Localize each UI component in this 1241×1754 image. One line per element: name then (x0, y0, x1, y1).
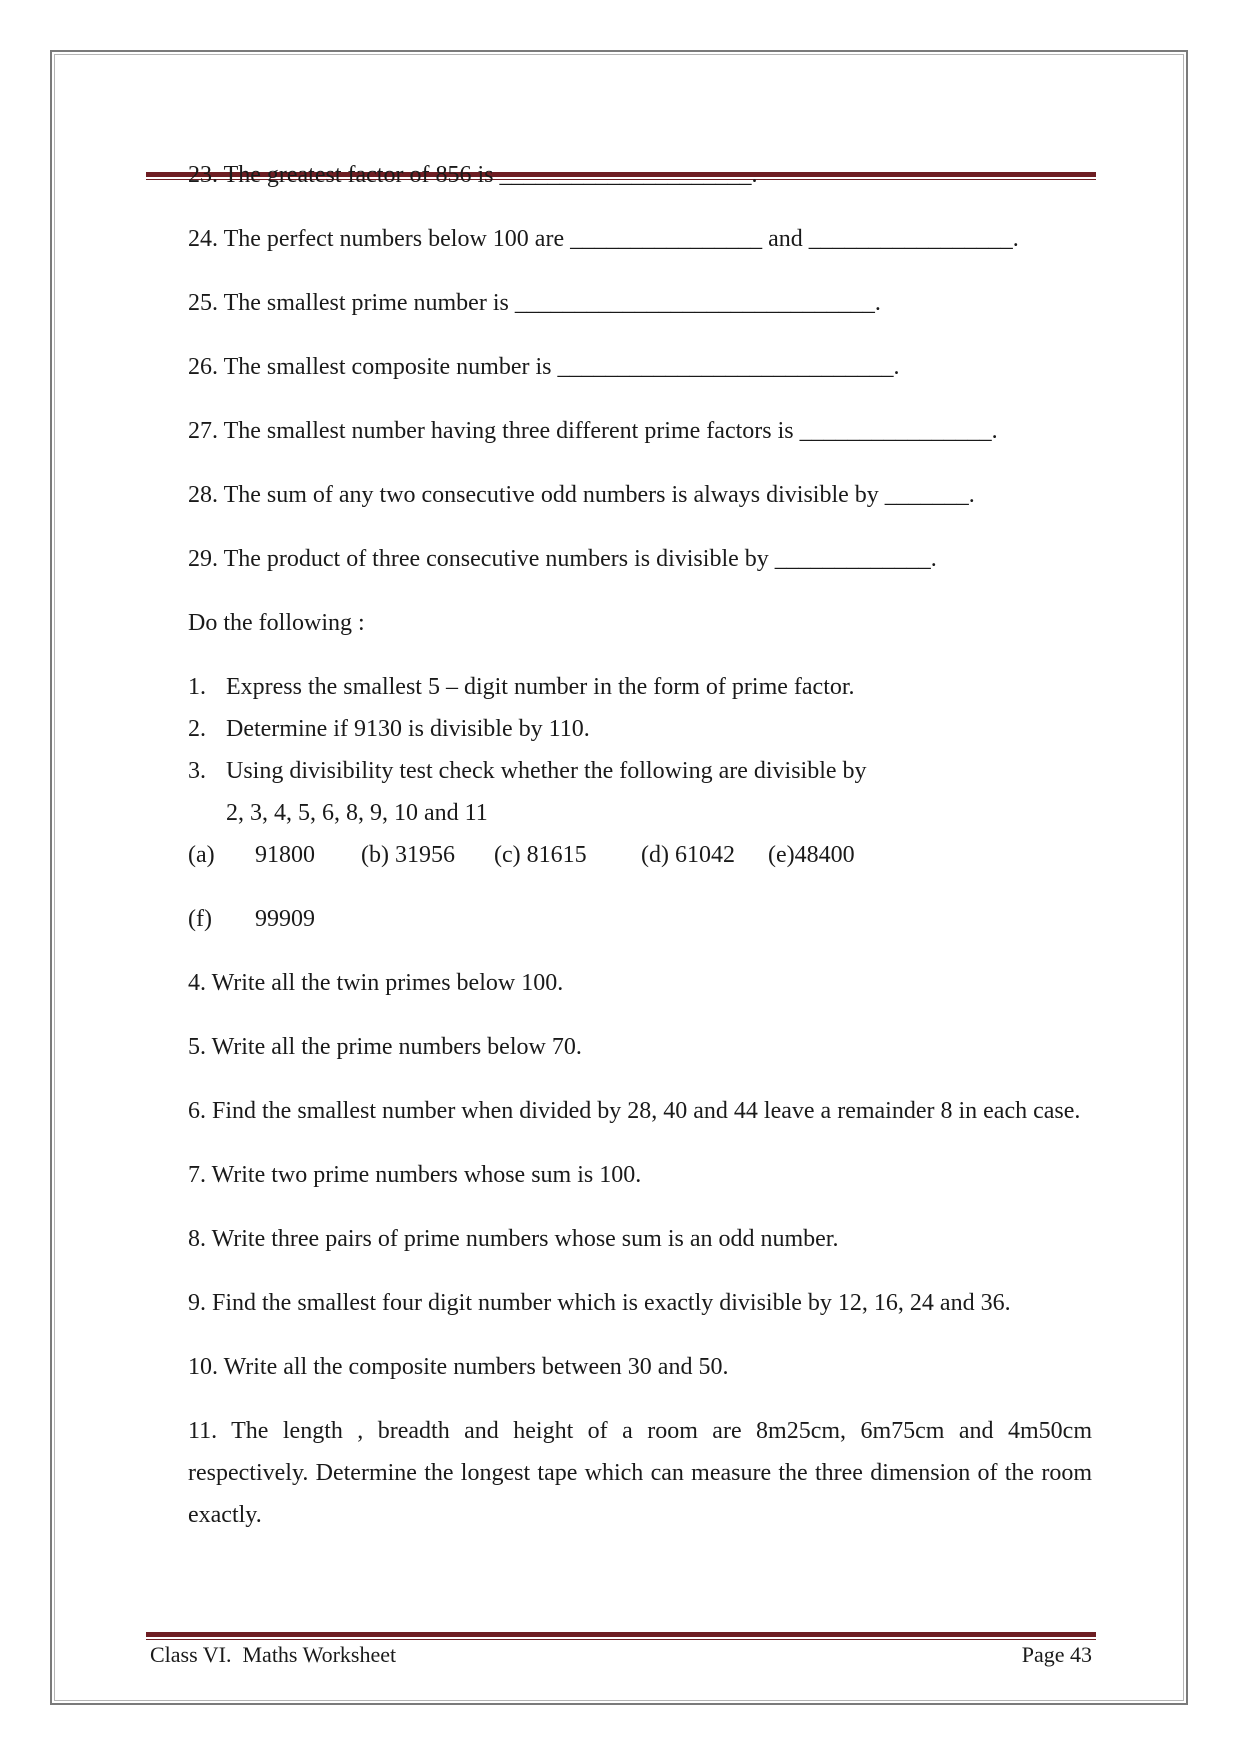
list-item-text: Determine if 9130 is divisible by 110. (226, 716, 590, 742)
item3-divisors: 2, 3, 4, 5, 6, 8, 9, 10 and 11 (226, 800, 488, 826)
option-f-label: (f) (188, 906, 212, 932)
option-b: (b) 31956 (361, 842, 455, 868)
worksheet-content (188, 162, 1092, 1558)
option-e: (e)48400 (768, 842, 855, 868)
question-24: 24. The perfect numbers below 100 are ________________ and _________________. (188, 226, 1019, 252)
section-heading: Do the following : (188, 610, 365, 636)
question-5: 5. Write all the prime numbers below 70. (188, 1034, 582, 1060)
question-7: 7. Write two prime numbers whose sum is 100. (188, 1162, 642, 1188)
option-d: (d) 61042 (641, 842, 735, 868)
option-a-label: (a) (188, 842, 215, 868)
option-f-value: 99909 (255, 906, 315, 932)
question-11: 11. The length , breadth and height of a room are 8m25cm, 6m75cm and 4m50cm respectively. Determine the longest tape which can measure the three dimension of the room exactly. (188, 1418, 1092, 1528)
list-item-number: 2. (188, 716, 206, 742)
footer-title: Class VI. Maths Worksheet (150, 1642, 397, 1667)
question-26: 26. The smallest composite number is ____________________________. (188, 354, 900, 380)
question-6: 6. Find the smallest number when divided by 28, 40 and 44 leave a remainder 8 in each case. (188, 1098, 1081, 1124)
page-footer (150, 1642, 1092, 1668)
list-item-number: 1. (188, 674, 206, 700)
question-4: 4. Write all the twin primes below 100. (188, 970, 564, 996)
question-8: 8. Write three pairs of prime numbers whose sum is an odd number. (188, 1226, 839, 1252)
option-a-value: 91800 (255, 842, 315, 868)
question-25: 25. The smallest prime number is ______________________________. (188, 290, 881, 316)
option-c: (c) 81615 (494, 842, 587, 868)
list-item-text: Express the smallest 5 – digit number in the form of prime factor. (226, 674, 855, 700)
question-27: 27. The smallest number having three different prime factors is ________________. (188, 418, 998, 444)
question-28: 28. The sum of any two consecutive odd numbers is always divisible by _______. (188, 482, 975, 508)
footer-rule (146, 1632, 1096, 1640)
list-item-text: Using divisibility test check whether the following are divisible by (226, 758, 867, 784)
item3-options-row (188, 834, 1092, 876)
question-29: 29. The product of three consecutive numbers is divisible by _____________. (188, 546, 937, 572)
list-item-3 (188, 750, 1092, 792)
page-number: Page 43 (1021, 1642, 1092, 1667)
item3-options-row-2 (188, 898, 1092, 940)
question-23: 23. The greatest factor of 856 is _____________________. (188, 162, 758, 188)
list-item-1 (188, 666, 1092, 708)
list-item-2 (188, 708, 1092, 750)
list-item-number: 3. (188, 758, 206, 784)
question-10: 10. Write all the composite numbers between 30 and 50. (188, 1354, 729, 1380)
question-9: 9. Find the smallest four digit number which is exactly divisible by 12, 16, 24 and 36. (188, 1290, 1011, 1316)
